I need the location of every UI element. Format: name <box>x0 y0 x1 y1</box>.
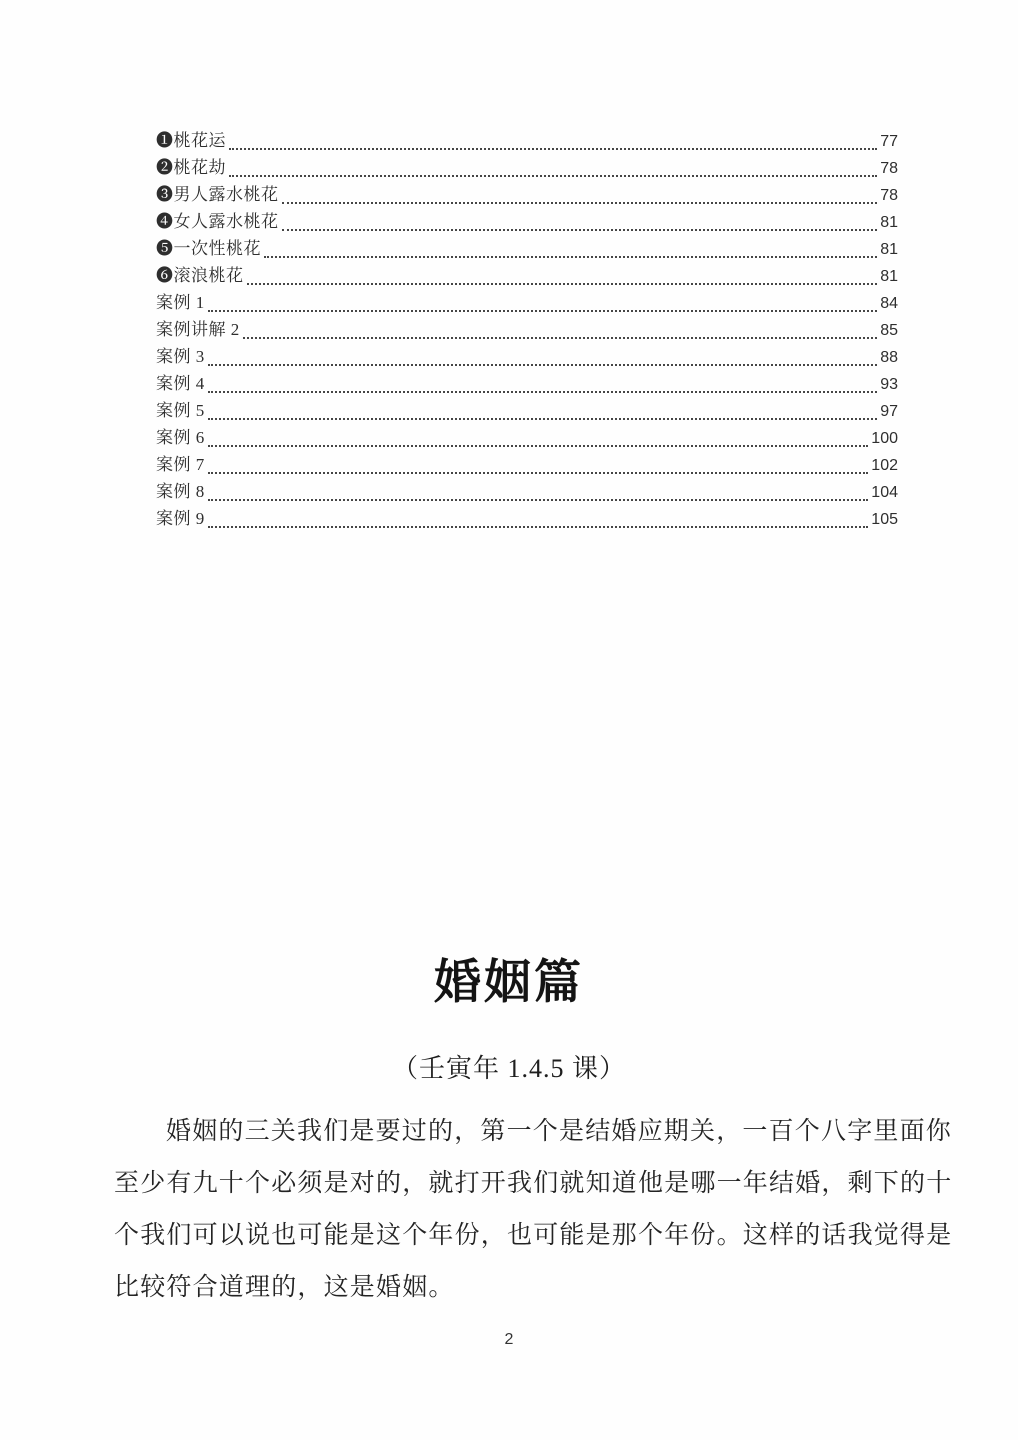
toc-entry <box>156 154 898 181</box>
toc-entry-label: ❶桃花运 <box>156 131 226 150</box>
toc-entry-label: 案例 6 <box>156 428 205 447</box>
toc-entry-label: 案例 8 <box>156 482 205 501</box>
toc-entry-label: ❷桃花劫 <box>156 158 226 177</box>
toc-entry-label: 案例 4 <box>156 374 205 393</box>
toc-dot-leader <box>208 364 877 366</box>
toc-entry-page-number: 104 <box>871 484 898 501</box>
toc-dot-leader <box>229 175 877 177</box>
toc-entry-label: ❻滚浪桃花 <box>156 266 244 285</box>
page-number: 2 <box>504 1331 514 1348</box>
table-of-contents <box>156 127 898 532</box>
toc-dot-leader <box>208 472 869 474</box>
toc-dot-leader <box>208 499 869 501</box>
toc-entry-label: 案例 1 <box>156 293 205 312</box>
toc-entry-page-number: 105 <box>871 511 898 528</box>
toc-entry <box>156 370 898 397</box>
toc-entry <box>156 208 898 235</box>
toc-entry-label: ❺一次性桃花 <box>156 239 261 258</box>
toc-dot-leader <box>208 310 877 312</box>
toc-dot-leader <box>282 202 878 204</box>
toc-dot-leader <box>243 337 877 339</box>
section-subtitle: （壬寅年 1.4.5 课） <box>391 1054 626 1083</box>
toc-entry <box>156 451 898 478</box>
body-line: 婚姻的三关我们是要过的，第一个是结婚应期关，一百个八字里面你 <box>166 1118 953 1145</box>
toc-entry-label: 案例 5 <box>156 401 205 420</box>
section-title: 婚姻篇 <box>434 957 584 1009</box>
toc-entry-page-number: 81 <box>880 268 898 285</box>
toc-entry <box>156 289 898 316</box>
toc-entry <box>156 235 898 262</box>
toc-entry-page-number: 100 <box>871 430 898 447</box>
toc-dot-leader <box>208 526 869 528</box>
toc-dot-leader <box>208 391 877 393</box>
toc-entry-page-number: 84 <box>880 295 898 312</box>
toc-dot-leader <box>208 445 869 447</box>
body-line: 比较符合道理的，这是婚姻。 <box>114 1274 455 1301</box>
toc-entry-page-number: 81 <box>880 241 898 258</box>
toc-entry-page-number: 93 <box>880 376 898 393</box>
toc-entry-label: 案例 3 <box>156 347 205 366</box>
toc-entry-label: ❸男人露水桃花 <box>156 185 279 204</box>
toc-entry-page-number: 97 <box>880 403 898 420</box>
toc-entry <box>156 478 898 505</box>
toc-entry <box>156 262 898 289</box>
toc-entry-page-number: 81 <box>880 214 898 231</box>
toc-entry <box>156 316 898 343</box>
body-line: 至少有九十个必须是对的，就打开我们就知道他是哪一年结婚，剩下的十 <box>114 1170 953 1197</box>
toc-entry-page-number: 102 <box>871 457 898 474</box>
toc-entry <box>156 397 898 424</box>
toc-entry <box>156 181 898 208</box>
toc-entry-page-number: 78 <box>880 160 898 177</box>
toc-entry <box>156 343 898 370</box>
body-line: 个我们可以说也可能是这个年份，也可能是那个年份。这样的话我觉得是 <box>114 1222 953 1249</box>
toc-entry-label: 案例 9 <box>156 509 205 528</box>
toc-dot-leader <box>208 418 877 420</box>
toc-entry-label: 案例讲解 2 <box>156 320 240 339</box>
toc-entry-label: 案例 7 <box>156 455 205 474</box>
toc-dot-leader <box>229 148 877 150</box>
toc-entry-page-number: 78 <box>880 187 898 204</box>
toc-dot-leader <box>282 229 878 231</box>
toc-dot-leader <box>247 283 878 285</box>
toc-entry <box>156 505 898 532</box>
toc-dot-leader <box>264 256 877 258</box>
toc-entry-label: ❹女人露水桃花 <box>156 212 279 231</box>
toc-entry-page-number: 85 <box>880 322 898 339</box>
toc-entry-page-number: 88 <box>880 349 898 366</box>
toc-entry <box>156 127 898 154</box>
toc-entry-page-number: 77 <box>880 133 898 150</box>
body-paragraph <box>114 1106 953 1314</box>
toc-entry <box>156 424 898 451</box>
